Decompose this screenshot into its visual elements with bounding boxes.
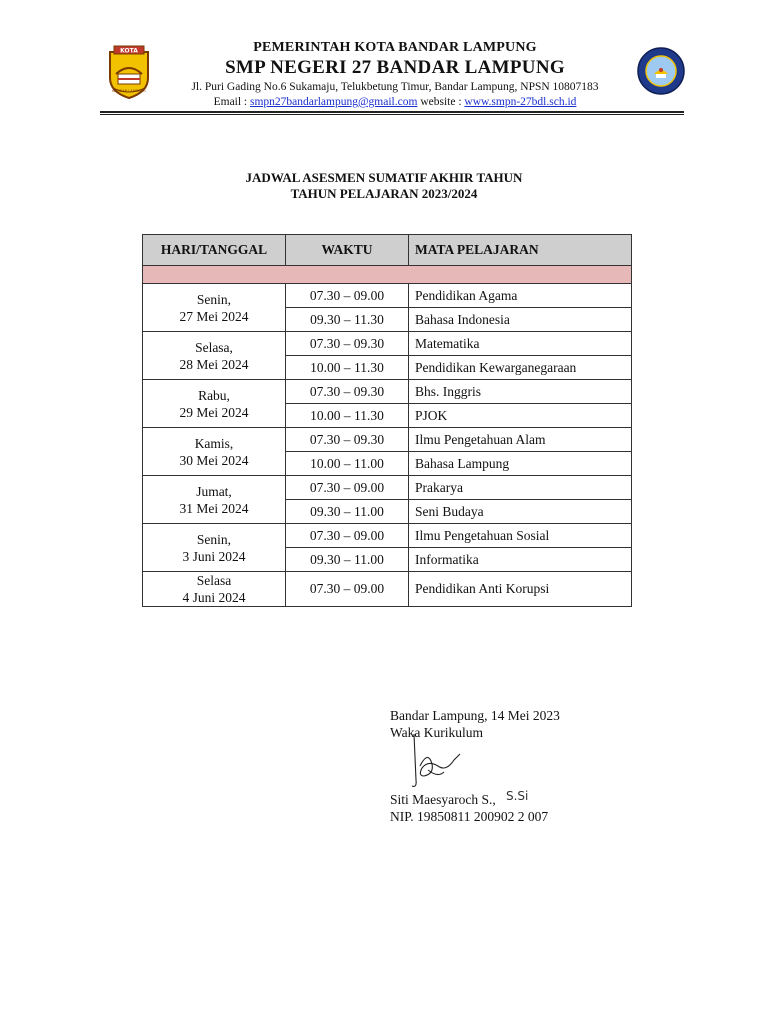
letterhead-rule-thin [100, 114, 684, 115]
separator-band-row [143, 266, 632, 284]
subject-cell: Matematika [409, 332, 632, 356]
day-name: Rabu, [198, 387, 230, 403]
time-cell: 07.30 – 09.00 [286, 524, 409, 548]
day-date: 30 Mei 2024 [179, 452, 249, 468]
table-row [143, 572, 632, 607]
table-row [143, 380, 632, 404]
time-cell: 07.30 – 09.00 [286, 284, 409, 308]
letterhead-rule-thick [100, 111, 684, 113]
time-cell: 09.30 – 11.00 [286, 500, 409, 524]
day-date: 3 Juni 2024 [182, 548, 246, 564]
signatory-name: Siti Maesyaroch S., [390, 792, 496, 807]
table-row [143, 476, 632, 500]
time-cell: 07.30 – 09.00 [286, 572, 409, 607]
table-row [143, 524, 632, 548]
signatory-nip: NIP. 19850811 200902 2 007 [390, 809, 549, 824]
day-cell [143, 524, 286, 572]
email-label: Email : [213, 96, 251, 108]
time-cell: 09.30 – 11.30 [286, 308, 409, 332]
day-date: 27 Mei 2024 [179, 308, 249, 324]
day-cell [143, 572, 286, 607]
time-cell: 10.00 – 11.00 [286, 452, 409, 476]
subject-cell: Prakarya [409, 476, 632, 500]
day-date: 4 Juni 2024 [182, 590, 246, 605]
subject-cell: Pendidikan Kewarganegaraan [409, 356, 632, 380]
day-name: Senin, [196, 291, 232, 307]
day-name: Senin, [196, 531, 232, 547]
time-cell: 07.30 – 09.00 [286, 476, 409, 500]
subject-cell: Pendidikan Agama [409, 284, 632, 308]
header-subject: MATA PELAJARAN [409, 235, 632, 266]
subject-cell: Bahasa Lampung [409, 452, 632, 476]
day-cell [143, 476, 286, 524]
table-row [143, 284, 632, 308]
school-address: Jl. Puri Gading No.6 Sukamaju, Telukbetung Timur, Bandar Lampung, NPSN 10807183 [191, 81, 599, 93]
subject-cell: Bahasa Indonesia [409, 308, 632, 332]
day-name: Selasa, [195, 339, 233, 355]
website-label: website : [417, 96, 465, 108]
day-cell [143, 332, 286, 380]
email-link[interactable]: smpn27bandarlampung@gmail.com [250, 96, 418, 108]
day-date: 28 Mei 2024 [179, 356, 249, 372]
handwritten-signature [398, 730, 498, 800]
signature-place-date: Bandar Lampung, 14 Mei 2023 [390, 708, 560, 723]
document-subtitle: TAHUN PELAJARAN 2023/2024 [290, 186, 478, 201]
signatory-academic-title: S.Si [506, 789, 529, 803]
time-cell: 07.30 – 09.30 [286, 428, 409, 452]
subject-cell: Ilmu Pengetahuan Alam [409, 428, 632, 452]
subject-cell: Informatika [409, 548, 632, 572]
subject-cell: PJOK [409, 404, 632, 428]
table-row [143, 332, 632, 356]
website-link[interactable]: www.smpn-27bdl.sch.id [464, 96, 577, 108]
table-row [143, 428, 632, 452]
separator-band [143, 266, 632, 284]
day-name: Kamis, [194, 435, 234, 451]
government-name: PEMERINTAH KOTA BANDAR LAMPUNG [253, 40, 537, 55]
subject-cell: Pendidikan Anti Korupsi [409, 572, 632, 607]
school-contact [160, 96, 630, 108]
day-name: Jumat, [196, 483, 232, 499]
logo-left-top-text: KOTA [120, 47, 138, 55]
day-name: Selasa [196, 573, 232, 588]
time-cell: 07.30 – 09.30 [286, 380, 409, 404]
logo-left-bottom-text: BANDAR LAMPUNG [112, 89, 146, 93]
header-time: WAKTU [286, 235, 409, 266]
day-date: 31 Mei 2024 [179, 500, 249, 516]
subject-cell: Seni Budaya [409, 500, 632, 524]
time-cell: 07.30 – 09.30 [286, 332, 409, 356]
day-cell [143, 428, 286, 476]
subject-cell: Bhs. Inggris [409, 380, 632, 404]
school-emblem-logo [636, 46, 686, 96]
table-header-row [143, 235, 632, 266]
header-day-date: HARI/TANGGAL [143, 235, 286, 266]
time-cell: 10.00 – 11.30 [286, 356, 409, 380]
subject-cell: Ilmu Pengetahuan Sosial [409, 524, 632, 548]
signature-role: Waka Kurikulum [390, 725, 484, 740]
city-emblem-logo [104, 44, 154, 100]
day-cell [143, 284, 286, 332]
day-cell [143, 380, 286, 428]
document-title: JADWAL ASESMEN SUMATIF AKHIR TAHUN [245, 170, 523, 185]
time-cell: 09.30 – 11.00 [286, 548, 409, 572]
day-date: 29 Mei 2024 [179, 404, 249, 420]
time-cell: 10.00 – 11.30 [286, 404, 409, 428]
school-name: SMP NEGERI 27 BANDAR LAMPUNG [225, 57, 565, 78]
schedule-table [142, 234, 632, 607]
